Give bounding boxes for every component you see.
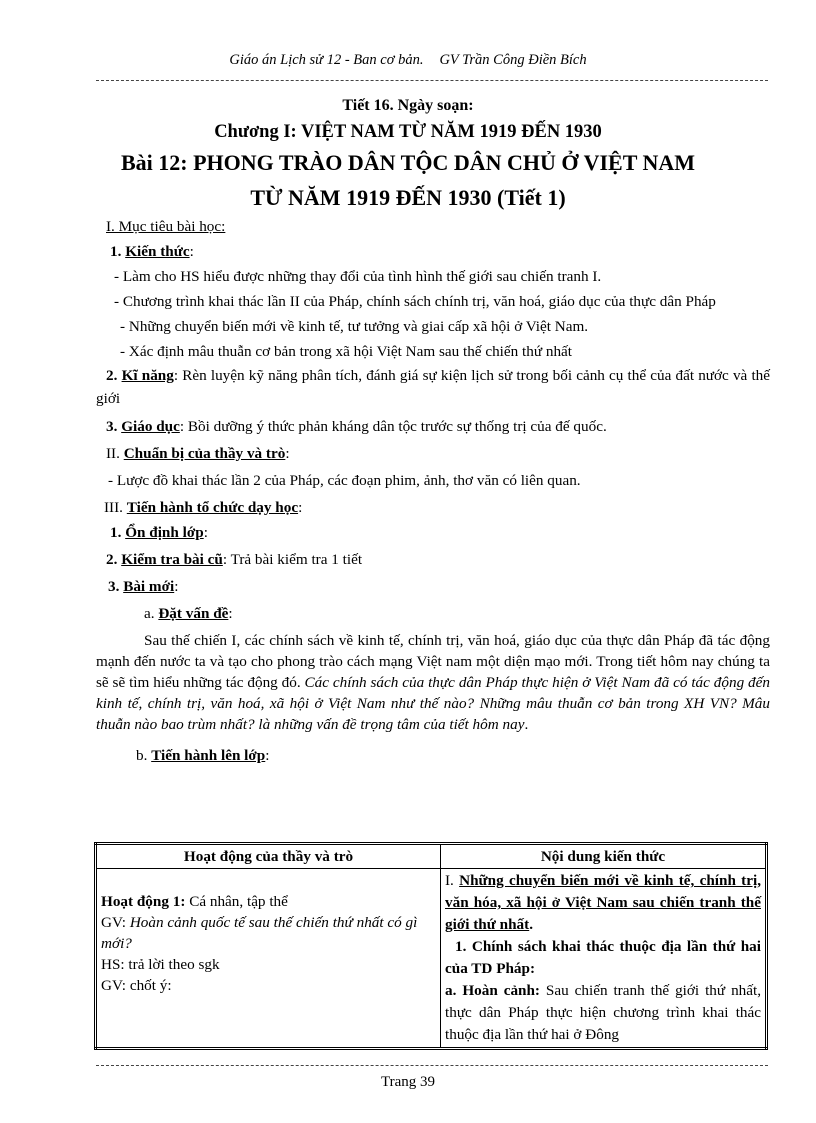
- teacher-question: GV: Hoàn cảnh quốc tế sau thế chiến thứ nhất có gì mới?: [101, 914, 418, 952]
- page-number: Trang 39: [380, 1074, 436, 1090]
- content-paragraph: a. Hoàn cảnh: Sau chiến tranh thế giới thứ nhất, thực dân Pháp thực hiện chương trình khai thác thuộc địa lần thứ hai ở Đông: [445, 982, 762, 1043]
- header-course: Giáo án Lịch sử 12 - Ban cơ bản.: [229, 52, 424, 68]
- lesson-table: [94, 842, 768, 1050]
- step-3: 3. Bài mới:: [108, 578, 179, 595]
- lesson-title-line2: TỪ NĂM 1919 ĐẾN 1930 (Tiết 1): [250, 185, 566, 210]
- header-divider: [96, 80, 768, 81]
- knowledge-item: - Chương trình khai thác lần II của Pháp, chính sách chính trị, văn hoá, giáo dục của thực dân Pháp: [114, 293, 716, 310]
- table-header-row: [96, 844, 767, 869]
- header-teacher: GV Trần Công Điền Bích: [439, 52, 587, 68]
- chapter-title: Chương I: VIỆT NAM TỪ NĂM 1919 ĐẾN 1930: [214, 122, 602, 142]
- teacher-summary: GV: chốt ý:: [101, 977, 172, 994]
- section-1-heading: I. Mục tiêu bài học:: [106, 218, 226, 235]
- step-2: 2. Kiểm tra bài cũ: Trả bài kiểm tra 1 tiết: [106, 551, 363, 568]
- table-header-activities: Hoạt động của thầy và trò: [96, 844, 441, 869]
- preparation-item: - Lược đồ khai thác lần 2 của Pháp, các đoạn phim, ảnh, thơ văn có liên quan.: [108, 472, 581, 489]
- section-3-heading: III. Tiến hành tổ chức dạy học:: [104, 499, 303, 516]
- student-answer: HS: trả lời theo sgk: [101, 956, 220, 973]
- step-a-heading: a. Đặt vấn đề:: [144, 605, 233, 622]
- document-body: [96, 214, 770, 768]
- education-paragraph: 3. Giáo dục: Bồi dưỡng ý thức phản kháng dân tộc trước sự thống trị của đế quốc.: [106, 418, 607, 435]
- activities-cell: [96, 869, 441, 1049]
- table-row: [96, 869, 767, 1049]
- knowledge-item: - Làm cho HS hiểu được những thay đổi của tình hình thế giới sau chiến tranh I.: [114, 268, 602, 285]
- knowledge-item: - Những chuyển biến mới về kinh tế, tư tưởng và giai cấp xã hội ở Việt Nam.: [120, 318, 589, 335]
- knowledge-heading: 1. Kiến thức:: [110, 243, 194, 260]
- step-1: 1. Ổn định lớp:: [110, 524, 208, 541]
- table-header-content: Nội dung kiến thức: [441, 844, 767, 869]
- content-subheading: 1. Chính sách khai thác thuộc địa lần thứ hai của TD Pháp:: [445, 938, 761, 977]
- section-2-heading: II. Chuẩn bị của thầy và trò:: [106, 445, 290, 462]
- introduction-paragraph: Sau thế chiến I, các chính sách về kinh tế, chính trị, văn hoá, giáo dục của thực dân Pháp đã tác động mạnh đến nước ta và tạo cho phong trào cách mạng Việt nam một diện mạo mới. Trong tiết hôm nay chúng ta sẽ sẽ tìm hiểu những tác động đó. Các chính sách của thực dân Pháp thực hiện ở Việt Nam đã có tác động đến kinh tế, chính trị, văn hoá, xã hội ở Việt Nam như thế nào? Những mâu thuẫn cơ bản trong XH VN? Mâu thuẫn nào bao trùm nhất? là những vấn đề trọng tâm của tiết hôm nay.: [96, 632, 770, 733]
- footer-divider: [96, 1065, 768, 1066]
- running-header: [0, 52, 816, 69]
- content-section-heading: I. Những chuyển biến mới về kinh tế, chính trị, văn hóa, xã hội ở Việt Nam sau chiến tranh thế giới thứ nhất.: [445, 872, 761, 933]
- knowledge-item: - Xác định mâu thuẫn cơ bản trong xã hội Việt Nam sau thế chiến thứ nhất: [120, 343, 573, 360]
- lesson-title-line1: Bài 12: PHONG TRÀO DÂN TỘC DÂN CHỦ Ở VIỆT NAM: [120, 150, 696, 175]
- step-b-heading: b. Tiến hành lên lớp:: [136, 747, 270, 764]
- lesson-number: Tiết 16. Ngày soạn:: [342, 97, 474, 114]
- content-cell: [441, 869, 767, 1049]
- activity-1: Hoạt động 1: Cá nhân, tập thể: [101, 893, 288, 910]
- skills-paragraph: 2. Kĩ năng: Rèn luyện kỹ năng phân tích, đánh giá sự kiện lịch sử trong bối cảnh cụ thể của đất nước và thế giới: [96, 367, 771, 407]
